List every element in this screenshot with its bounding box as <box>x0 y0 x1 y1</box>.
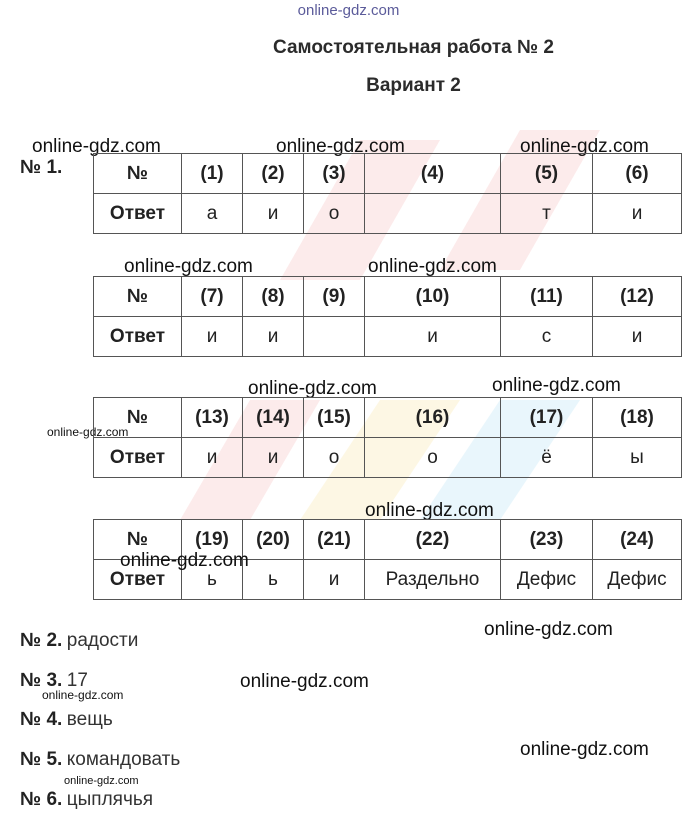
watermark: online-gdz.com <box>520 739 649 760</box>
answer-label: Ответ <box>94 194 182 234</box>
answer-cell: и <box>593 317 682 357</box>
header-cell: (12) <box>593 277 682 317</box>
header-cell: (1) <box>182 154 243 194</box>
watermark: online-gdz.com <box>32 136 161 157</box>
task-number: № 3. <box>20 670 63 691</box>
answer-cell: о <box>304 194 365 234</box>
header-cell: (6) <box>593 154 682 194</box>
answer-cell: Дефис <box>501 560 593 600</box>
answer-cell: ы <box>593 438 682 478</box>
task-5 <box>20 749 180 771</box>
header-label: № <box>94 277 182 317</box>
header-cell: (5) <box>501 154 593 194</box>
header-cell: (17) <box>501 398 593 438</box>
answer-cell: Раздельно <box>365 560 501 600</box>
answer-table-3 <box>93 397 682 478</box>
watermark: online-gdz.com <box>120 550 249 571</box>
answer-label: Ответ <box>94 560 182 600</box>
header-cell: (14) <box>243 398 304 438</box>
watermark: online-gdz.com <box>248 378 377 399</box>
task-number: № 5. <box>20 749 63 770</box>
page-title: Самостоятельная работа № 2 <box>273 37 554 58</box>
task-answer: цыплячья <box>66 789 154 810</box>
answer-cell: а <box>182 194 243 234</box>
header-cell: (24) <box>593 520 682 560</box>
answer-cell: и <box>593 194 682 234</box>
answer-cell: и <box>243 317 304 357</box>
watermark: online-gdz.com <box>124 256 253 277</box>
header-cell: (13) <box>182 398 243 438</box>
variant-title: Вариант 2 <box>366 75 461 96</box>
header-cell: (10) <box>365 277 501 317</box>
answer-cell: о <box>365 438 501 478</box>
header-cell: (2) <box>243 154 304 194</box>
answer-cell: Дефис <box>593 560 682 600</box>
task-answer: вещь <box>66 709 113 730</box>
header-cell: (11) <box>501 277 593 317</box>
task-1-label: № 1. <box>20 157 63 178</box>
header-cell: (15) <box>304 398 365 438</box>
task-6 <box>20 789 153 811</box>
answer-cell: ь <box>182 560 243 600</box>
answer-cell <box>304 317 365 357</box>
task-number: № 2. <box>20 630 63 651</box>
answer-cell: и <box>365 317 501 357</box>
answer-cell: и <box>243 438 304 478</box>
header-label: № <box>94 398 182 438</box>
watermark: online-gdz.com <box>276 136 405 157</box>
watermark: online-gdz.com <box>520 136 649 157</box>
watermark: online-gdz.com <box>64 775 139 787</box>
header-cell: (16) <box>365 398 501 438</box>
header-cell: (21) <box>304 520 365 560</box>
answer-cell: ь <box>243 560 304 600</box>
watermark: online-gdz.com <box>484 619 613 640</box>
task-answer: 17 <box>66 670 88 691</box>
answer-cell: т <box>501 194 593 234</box>
answer-cell: и <box>304 560 365 600</box>
top-watermark: online-gdz.com <box>297 2 400 19</box>
header-cell: (22) <box>365 520 501 560</box>
task-2 <box>20 630 138 652</box>
header-label: № <box>94 520 182 560</box>
answer-cell: и <box>182 438 243 478</box>
watermark: online-gdz.com <box>240 671 369 692</box>
watermark: online-gdz.com <box>47 425 129 439</box>
header-cell: (3) <box>304 154 365 194</box>
header-cell: (7) <box>182 277 243 317</box>
answer-table-2 <box>93 276 682 357</box>
header-cell: (18) <box>593 398 682 438</box>
task-number: № 4. <box>20 709 63 730</box>
header-cell: (8) <box>243 277 304 317</box>
header-label: № <box>94 154 182 194</box>
answer-cell: и <box>182 317 243 357</box>
task-4 <box>20 709 113 731</box>
watermark: online-gdz.com <box>492 375 621 396</box>
header-cell: (19) <box>182 520 243 560</box>
answer-cell: о <box>304 438 365 478</box>
answer-table-1 <box>93 153 682 234</box>
task-number: № 6. <box>20 789 63 810</box>
header-cell: (9) <box>304 277 365 317</box>
answer-cell <box>365 194 501 234</box>
answer-cell: и <box>243 194 304 234</box>
task-answer: командовать <box>66 749 181 770</box>
task-answer: радости <box>66 630 139 651</box>
watermark: online-gdz.com <box>368 256 497 277</box>
watermark: online-gdz.com <box>42 688 124 702</box>
header-cell: (20) <box>243 520 304 560</box>
watermark: online-gdz.com <box>365 500 494 521</box>
answer-cell: ё <box>501 438 593 478</box>
header-cell: (23) <box>501 520 593 560</box>
answer-label: Ответ <box>94 438 182 478</box>
answer-cell: с <box>501 317 593 357</box>
header-cell: (4) <box>365 154 501 194</box>
answer-label: Ответ <box>94 317 182 357</box>
